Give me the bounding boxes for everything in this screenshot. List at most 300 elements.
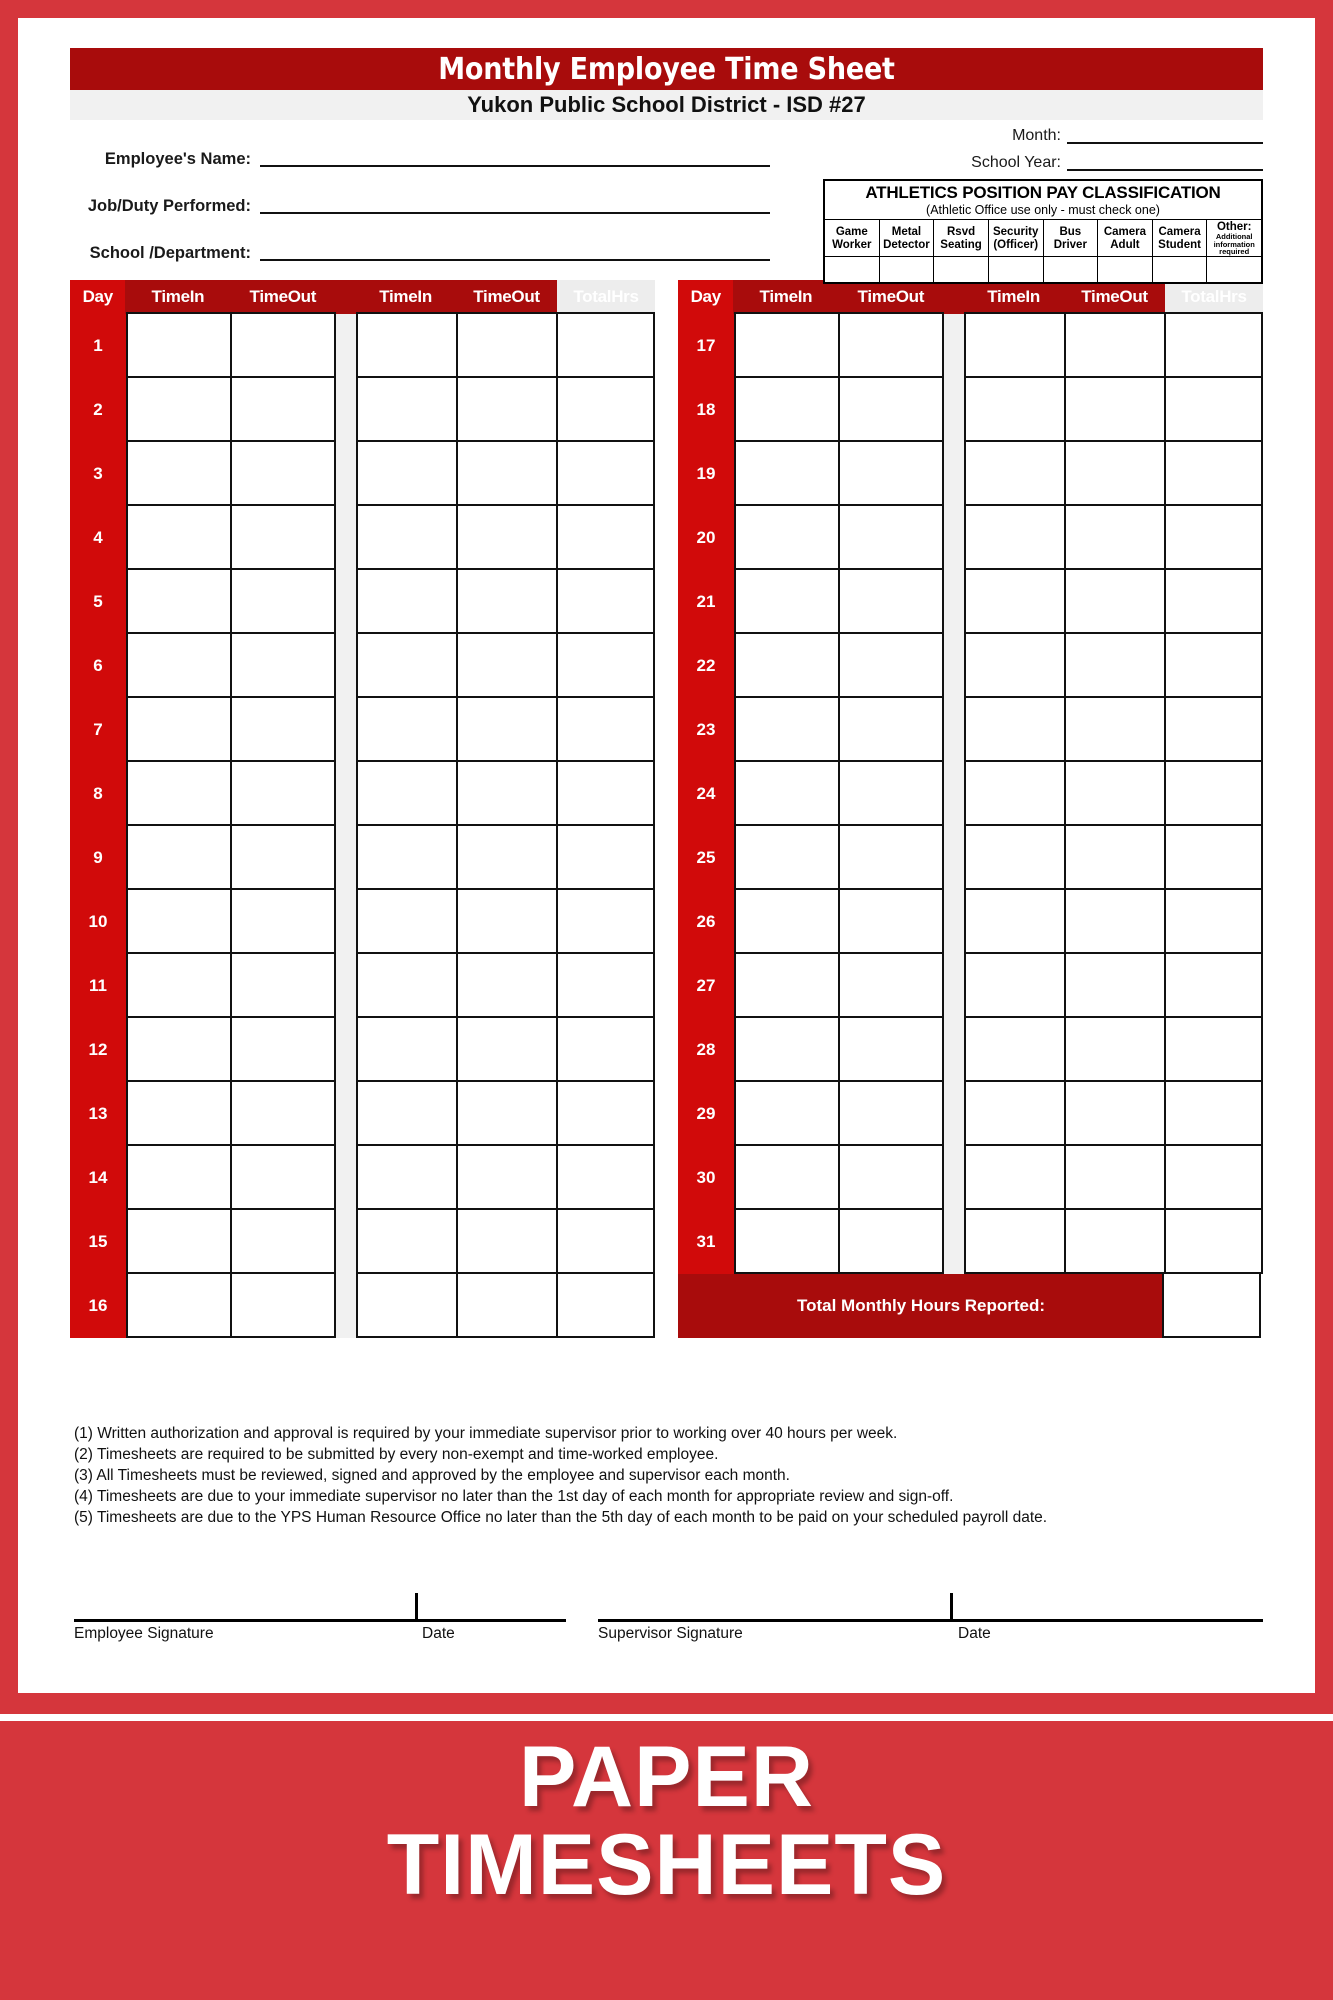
day-number-cell: 22: [678, 634, 734, 698]
note-item: (2) Timesheets are required to be submitted by every non-exempt and time-worked employee.: [74, 1445, 719, 1463]
total-hours-cell[interactable]: [556, 1144, 655, 1210]
table-header-right: [678, 280, 1263, 314]
time-entry-cell[interactable]: [734, 504, 840, 570]
table-header-cell: TotalHrs: [557, 280, 655, 314]
table-header-cell: TotalHrs: [1165, 280, 1263, 314]
time-entry-cell[interactable]: [456, 1144, 558, 1210]
time-entry-cell[interactable]: [1064, 888, 1166, 954]
athletics-subtitle: (Athletic Office use only - must check one): [926, 203, 1160, 217]
time-entry-cell[interactable]: [1064, 696, 1166, 762]
notes-list: [70, 1424, 1263, 1529]
time-entry-cell[interactable]: [456, 440, 558, 506]
time-entry-cell[interactable]: [356, 1080, 458, 1146]
day-number-cell: 20: [678, 506, 734, 570]
time-entry-cell[interactable]: [734, 568, 840, 634]
table-gap-cell: [944, 698, 964, 762]
time-entry-cell[interactable]: [964, 888, 1066, 954]
athletics-checkbox-cell[interactable]: [880, 256, 934, 282]
time-entry-cell[interactable]: [230, 696, 336, 762]
time-entry-cell[interactable]: [126, 1080, 232, 1146]
total-hours-cell[interactable]: [556, 312, 655, 378]
time-entry-cell[interactable]: [734, 632, 840, 698]
time-entry-cell[interactable]: [1064, 824, 1166, 890]
table-gap-cell: [944, 506, 964, 570]
time-entry-cell[interactable]: [964, 1016, 1066, 1082]
time-entry-cell[interactable]: [456, 1208, 558, 1274]
time-entry-cell[interactable]: [126, 504, 232, 570]
athletics-label-line2: Seating: [940, 238, 982, 251]
table-gap-cell: [336, 698, 356, 762]
athletics-label-line2: Detector: [883, 238, 930, 251]
athletics-checkbox-cell[interactable]: [1044, 256, 1098, 282]
time-entry-cell[interactable]: [230, 376, 336, 442]
total-hours-cell[interactable]: [1164, 568, 1263, 634]
time-entry-cell[interactable]: [230, 632, 336, 698]
time-entry-cell[interactable]: [456, 632, 558, 698]
time-entry-cell[interactable]: [230, 1208, 336, 1274]
day-number-cell: 17: [678, 314, 734, 378]
time-entry-cell[interactable]: [456, 1016, 558, 1082]
day-number-cell: 24: [678, 762, 734, 826]
time-entry-cell[interactable]: [230, 888, 336, 954]
table-gap-cell: [336, 762, 356, 826]
day-number-cell: 15: [70, 1210, 126, 1274]
table-row: [70, 1082, 655, 1146]
time-entry-cell[interactable]: [838, 1208, 944, 1274]
athletics-label-line1: Camera: [1158, 226, 1201, 239]
banner-line-1: PAPER: [519, 1729, 814, 1825]
table-row: [678, 314, 1263, 378]
athletics-checkbox-cell[interactable]: [1153, 256, 1207, 282]
table-gap-cell: [336, 1210, 356, 1274]
time-entry-cell[interactable]: [230, 312, 336, 378]
table-gap-cell: [336, 1274, 356, 1338]
athletics-columns: [825, 219, 1261, 282]
school-year-row: [823, 147, 1263, 171]
athletics-label-line2: Student: [1158, 238, 1201, 251]
athletics-column-7: [1153, 220, 1208, 282]
total-hours-cell[interactable]: [556, 824, 655, 890]
table-gap-cell: [944, 890, 964, 954]
time-entry-cell[interactable]: [964, 376, 1066, 442]
time-entry-cell[interactable]: [356, 696, 458, 762]
day-number-cell: 16: [70, 1274, 126, 1338]
total-hours-cell[interactable]: [1164, 1016, 1263, 1082]
athletics-label-line2: Worker: [832, 238, 872, 251]
time-entry-cell[interactable]: [456, 1272, 558, 1338]
school-year-label: School Year:: [971, 154, 1061, 171]
table-row: [678, 890, 1263, 954]
time-entry-cell[interactable]: [964, 1080, 1066, 1146]
time-entry-cell[interactable]: [1064, 632, 1166, 698]
time-entry-cell[interactable]: [126, 1016, 232, 1082]
time-entry-cell[interactable]: [1064, 568, 1166, 634]
time-entry-cell[interactable]: [734, 376, 840, 442]
time-entry-cell[interactable]: [964, 824, 1066, 890]
table-row: [70, 1210, 655, 1274]
time-entry-cell[interactable]: [230, 1080, 336, 1146]
time-entry-cell[interactable]: [126, 312, 232, 378]
total-hours-cell[interactable]: [556, 632, 655, 698]
athletics-checkbox-cell[interactable]: [1098, 256, 1152, 282]
athletics-label-line1: Security: [992, 226, 1039, 239]
time-entry-cell[interactable]: [126, 440, 232, 506]
month-input[interactable]: [1067, 128, 1263, 144]
time-entry-cell[interactable]: [1064, 1144, 1166, 1210]
time-entry-cell[interactable]: [734, 1208, 840, 1274]
table-row: [70, 378, 655, 442]
athletics-column-label: [880, 220, 934, 256]
athletics-column-label: [825, 220, 879, 256]
time-entry-cell[interactable]: [456, 952, 558, 1018]
time-entry-cell[interactable]: [456, 312, 558, 378]
athletics-label-line1: Game: [835, 226, 868, 239]
time-entry-cell[interactable]: [356, 1144, 458, 1210]
total-hours-cell[interactable]: [556, 760, 655, 826]
time-entry-cell[interactable]: [230, 504, 336, 570]
total-hours-cell[interactable]: [1164, 888, 1263, 954]
time-entry-cell[interactable]: [734, 440, 840, 506]
total-hours-cell[interactable]: [556, 1080, 655, 1146]
total-monthly-hours-row: [678, 1274, 1263, 1338]
table-row: [678, 1146, 1263, 1210]
table-gap-cell: [944, 762, 964, 826]
time-entry-cell[interactable]: [356, 568, 458, 634]
athletics-column-3: [934, 220, 989, 282]
banner-divider-line: [0, 1714, 1333, 1721]
banner-text: [0, 1729, 1333, 1913]
day-number-cell: 3: [70, 442, 126, 506]
time-entry-cell[interactable]: [230, 760, 336, 826]
time-entry-cell[interactable]: [356, 1208, 458, 1274]
day-number-cell: 30: [678, 1146, 734, 1210]
time-entry-cell[interactable]: [456, 504, 558, 570]
time-entry-cell[interactable]: [126, 824, 232, 890]
time-entry-cell[interactable]: [230, 568, 336, 634]
time-entry-cell[interactable]: [456, 760, 558, 826]
table-header-cell: TimeOut: [857, 287, 925, 306]
time-entry-cell[interactable]: [456, 696, 558, 762]
table-row: [70, 634, 655, 698]
time-entry-cell[interactable]: [126, 696, 232, 762]
table-row: [70, 314, 655, 378]
table-gap-cell: [336, 442, 356, 506]
time-entry-cell[interactable]: [230, 1016, 336, 1082]
note-item: (5) Timesheets are due to the YPS Human Resource Office no later than the 5th day of each month to be paid on your scheduled payroll date.: [74, 1508, 1048, 1526]
athletics-title: ATHLETICS POSITION PAY CLASSIFICATION: [865, 183, 1221, 202]
time-entry-cell[interactable]: [838, 312, 944, 378]
total-hours-cell[interactable]: [556, 568, 655, 634]
time-entry-cell[interactable]: [356, 1016, 458, 1082]
total-hours-cell[interactable]: [1164, 1208, 1263, 1274]
time-entry-cell[interactable]: [838, 760, 944, 826]
day-number-cell: 1: [70, 314, 126, 378]
time-entry-cell[interactable]: [456, 376, 558, 442]
table-header-cell: TimeOut: [249, 287, 317, 306]
time-entry-cell[interactable]: [456, 568, 558, 634]
time-tables: [70, 280, 1263, 1402]
school-department-label: School /Department:: [89, 243, 251, 262]
athletics-column-1: [825, 220, 880, 282]
total-hours-cell[interactable]: [1164, 696, 1263, 762]
time-entry-cell[interactable]: [356, 632, 458, 698]
total-hours-cell[interactable]: [1164, 824, 1263, 890]
table-row: [70, 1018, 655, 1082]
table-body-left: [70, 314, 655, 1338]
time-entry-cell[interactable]: [126, 1208, 232, 1274]
employee-name-input[interactable]: [260, 149, 770, 167]
time-entry-cell[interactable]: [356, 952, 458, 1018]
time-entry-cell[interactable]: [838, 1144, 944, 1210]
month-label: Month:: [1012, 127, 1061, 144]
day-number-cell: 6: [70, 634, 126, 698]
total-hours-cell[interactable]: [556, 1016, 655, 1082]
table-gap-cell: [944, 442, 964, 506]
day-number-cell: 8: [70, 762, 126, 826]
table-header-cell: TimeIn: [379, 287, 432, 306]
day-number-cell: 5: [70, 570, 126, 634]
total-hours-cell[interactable]: [556, 440, 655, 506]
time-entry-cell[interactable]: [838, 376, 944, 442]
table-row: [678, 1018, 1263, 1082]
time-entry-cell[interactable]: [356, 1272, 458, 1338]
day-number-cell: 21: [678, 570, 734, 634]
note-item: (1) Written authorization and approval is required by your immediate supervisor prior to working over 40 hours per week.: [74, 1425, 898, 1442]
total-hours-cell[interactable]: [1164, 632, 1263, 698]
table-row: [70, 1146, 655, 1210]
time-entry-cell[interactable]: [838, 888, 944, 954]
time-entry-cell[interactable]: [126, 888, 232, 954]
time-entry-cell[interactable]: [1064, 440, 1166, 506]
time-entry-cell[interactable]: [1064, 504, 1166, 570]
time-entry-cell[interactable]: [356, 312, 458, 378]
header-left-fields: [70, 120, 770, 261]
total-hours-cell[interactable]: [556, 504, 655, 570]
athletics-label-line1: Rsvd: [947, 226, 976, 239]
table-gap-cell: [944, 314, 964, 378]
time-table-right: [678, 280, 1263, 1402]
time-entry-cell[interactable]: [964, 952, 1066, 1018]
total-hours-cell[interactable]: [556, 696, 655, 762]
time-entry-cell[interactable]: [356, 824, 458, 890]
supervisor-signature-label: Supervisor Signature: [598, 1624, 743, 1642]
time-entry-cell[interactable]: [838, 696, 944, 762]
time-entry-cell[interactable]: [230, 440, 336, 506]
total-hours-cell[interactable]: [556, 952, 655, 1018]
time-entry-cell[interactable]: [356, 888, 458, 954]
day-number-cell: 12: [70, 1018, 126, 1082]
time-entry-cell[interactable]: [1064, 312, 1166, 378]
time-entry-cell[interactable]: [734, 888, 840, 954]
time-entry-cell[interactable]: [734, 824, 840, 890]
time-entry-cell[interactable]: [734, 1144, 840, 1210]
total-hours-cell[interactable]: [556, 376, 655, 442]
table-row: [678, 762, 1263, 826]
time-entry-cell[interactable]: [1064, 760, 1166, 826]
left-table-filler: [70, 1338, 655, 1402]
time-entry-cell[interactable]: [964, 632, 1066, 698]
time-entry-cell[interactable]: [1064, 952, 1166, 1018]
time-entry-cell[interactable]: [456, 824, 558, 890]
time-entry-cell[interactable]: [1064, 1208, 1166, 1274]
table-row: [678, 634, 1263, 698]
time-entry-cell[interactable]: [230, 824, 336, 890]
total-hours-cell[interactable]: [1164, 312, 1263, 378]
table-gap-cell: [944, 1082, 964, 1146]
table-row: [678, 442, 1263, 506]
table-header-cell: TimeOut: [1081, 287, 1148, 306]
time-entry-cell[interactable]: [126, 376, 232, 442]
time-entry-cell[interactable]: [1064, 376, 1166, 442]
athletics-column-label: [1207, 220, 1261, 256]
athletics-column-label: [989, 220, 1043, 256]
day-number-cell: 26: [678, 890, 734, 954]
table-header-cell: TimeOut: [473, 287, 540, 306]
note-item: (4) Timesheets are due to your immediate supervisor no later than the 1st day of each month for appropriate review and sign-off.: [74, 1487, 954, 1505]
total-hours-cell[interactable]: [556, 888, 655, 954]
athletics-label-line2: (Officer): [993, 238, 1039, 251]
table-gap-cell: [336, 890, 356, 954]
school-department-row: [70, 234, 770, 261]
athletics-label-line1: Camera: [1103, 226, 1147, 239]
employee-signature-line[interactable]: [74, 1619, 566, 1622]
day-number-cell: 19: [678, 442, 734, 506]
time-entry-cell[interactable]: [838, 824, 944, 890]
athletics-label-line1: Bus: [1059, 226, 1082, 239]
time-entry-cell[interactable]: [126, 1144, 232, 1210]
time-entry-cell[interactable]: [838, 1080, 944, 1146]
table-gap-cell: [336, 634, 356, 698]
time-entry-cell[interactable]: [356, 376, 458, 442]
athletics-checkbox-cell[interactable]: [825, 256, 879, 282]
table-row: [70, 954, 655, 1018]
table-header-cell: TimeIn: [987, 287, 1040, 306]
time-entry-cell[interactable]: [456, 1080, 558, 1146]
time-entry-cell[interactable]: [126, 760, 232, 826]
table-gap-cell: [944, 1210, 964, 1274]
time-entry-cell[interactable]: [964, 568, 1066, 634]
athletics-checkbox-cell[interactable]: [989, 256, 1043, 282]
total-hours-cell[interactable]: [1164, 376, 1263, 442]
table-gap-cell: [336, 1146, 356, 1210]
time-entry-cell[interactable]: [734, 312, 840, 378]
total-hours-cell[interactable]: [1164, 504, 1263, 570]
time-entry-cell[interactable]: [734, 1080, 840, 1146]
table-row: [678, 1210, 1263, 1274]
total-hours-cell[interactable]: [1164, 760, 1263, 826]
time-entry-cell[interactable]: [964, 1208, 1066, 1274]
time-entry-cell[interactable]: [356, 760, 458, 826]
total-hours-cell[interactable]: [1164, 1080, 1263, 1146]
day-number-cell: 2: [70, 378, 126, 442]
time-entry-cell[interactable]: [230, 952, 336, 1018]
total-hours-cell[interactable]: [1164, 1144, 1263, 1210]
day-number-cell: 23: [678, 698, 734, 762]
athletics-label-line1: Other:: [1216, 221, 1252, 234]
day-number-cell: 4: [70, 506, 126, 570]
time-entry-cell[interactable]: [230, 1144, 336, 1210]
time-entry-cell[interactable]: [838, 504, 944, 570]
time-entry-cell[interactable]: [230, 1272, 336, 1338]
job-duty-input[interactable]: [260, 196, 770, 214]
time-entry-cell[interactable]: [356, 440, 458, 506]
table-row: [678, 378, 1263, 442]
athletics-column-2: [880, 220, 935, 282]
table-header-gap: [943, 280, 963, 314]
time-entry-cell[interactable]: [838, 632, 944, 698]
timesheet-document: [70, 48, 1263, 1668]
time-entry-cell[interactable]: [838, 1016, 944, 1082]
table-row: [70, 570, 655, 634]
total-hours-cell[interactable]: [1164, 440, 1263, 506]
time-entry-cell[interactable]: [356, 504, 458, 570]
time-entry-cell[interactable]: [126, 952, 232, 1018]
school-department-input[interactable]: [260, 243, 770, 261]
table-row: [678, 570, 1263, 634]
athletics-column-label: [1098, 220, 1152, 256]
table-row: [678, 954, 1263, 1018]
time-entry-cell[interactable]: [734, 760, 840, 826]
athletics-checkbox-cell[interactable]: [934, 256, 988, 282]
table-row: [678, 826, 1263, 890]
total-monthly-hours-input[interactable]: [1162, 1272, 1261, 1338]
time-entry-cell[interactable]: [126, 632, 232, 698]
time-entry-cell[interactable]: [126, 1272, 232, 1338]
time-entry-cell[interactable]: [126, 568, 232, 634]
supervisor-date-label: Date: [958, 1624, 991, 1642]
time-entry-cell[interactable]: [456, 888, 558, 954]
time-entry-cell[interactable]: [734, 952, 840, 1018]
time-entry-cell[interactable]: [838, 952, 944, 1018]
total-hours-cell[interactable]: [556, 1272, 655, 1338]
time-entry-cell[interactable]: [734, 696, 840, 762]
time-entry-cell[interactable]: [964, 440, 1066, 506]
time-entry-cell[interactable]: [1064, 1080, 1166, 1146]
table-row: [678, 506, 1263, 570]
school-year-input[interactable]: [1067, 155, 1263, 171]
athletics-column-label: [1044, 220, 1098, 256]
day-number-cell: 29: [678, 1082, 734, 1146]
table-gap-cell: [944, 954, 964, 1018]
table-header-left: [70, 280, 655, 314]
table-body-right: [678, 314, 1263, 1274]
supervisor-signature-line[interactable]: [598, 1619, 1263, 1622]
time-entry-cell[interactable]: [1064, 1016, 1166, 1082]
time-entry-cell[interactable]: [964, 312, 1066, 378]
day-number-cell: 31: [678, 1210, 734, 1274]
total-hours-cell[interactable]: [556, 1208, 655, 1274]
job-duty-row: [70, 187, 770, 214]
total-monthly-hours-label: Total Monthly Hours Reported:: [678, 1274, 1164, 1338]
time-entry-cell[interactable]: [964, 1144, 1066, 1210]
table-gap-cell: [944, 378, 964, 442]
time-entry-cell[interactable]: [964, 504, 1066, 570]
table-row: [70, 826, 655, 890]
document-subtitle: Yukon Public School District - ISD #27: [70, 90, 1263, 120]
athletics-checkbox-cell[interactable]: [1207, 256, 1261, 282]
time-entry-cell[interactable]: [964, 696, 1066, 762]
time-entry-cell[interactable]: [838, 440, 944, 506]
time-entry-cell[interactable]: [838, 568, 944, 634]
table-gap-cell: [336, 826, 356, 890]
total-hours-cell[interactable]: [1164, 952, 1263, 1018]
table-header-cell: TimeIn: [759, 287, 813, 306]
employee-date-divider: [415, 1593, 418, 1619]
table-header-gap: [335, 280, 355, 314]
time-entry-cell[interactable]: [964, 760, 1066, 826]
time-entry-cell[interactable]: [734, 1016, 840, 1082]
table-gap-cell: [336, 314, 356, 378]
